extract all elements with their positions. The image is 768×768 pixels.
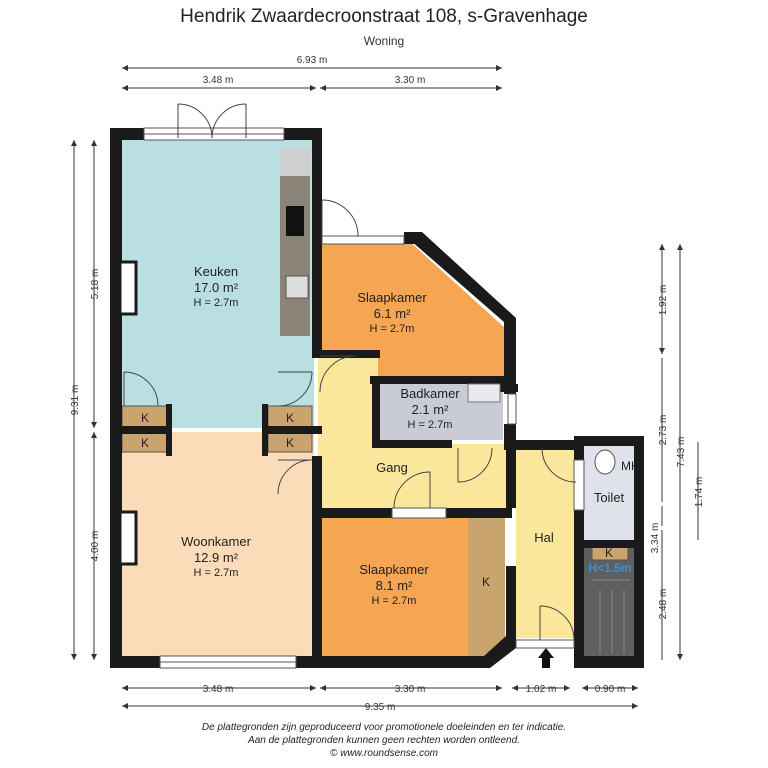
dim-top-right: 3.30 m [394,75,426,86]
toilet-name: Toilet [593,490,625,505]
dim-right-3: 7.43 m [676,436,687,468]
low-height-label: H<1.5m [588,561,632,575]
woonkamer-height: H = 2.7m [193,567,239,579]
dim-left-total: 9.31 m [70,384,81,416]
sink-icon [286,276,308,298]
dim-right-4: 1.74 m [694,476,705,508]
dim-right-1: 1.92 m [658,284,669,316]
toilet-icon [595,450,615,474]
badkamer-area: 2.1 m² [411,402,449,417]
slaapkamer1-height: H = 2.7m [369,323,415,335]
k-label-5: K [481,575,491,589]
mk-label: MK [621,459,639,473]
dim-right-5: 3.34 m [650,522,661,554]
k-label-4: K [285,436,295,450]
badkamer-height: H = 2.7m [407,419,453,431]
page-title: Hendrik Zwaardecroonstraat 108, s-Gravenhage [180,6,588,27]
kitchen-counter-top [280,148,310,176]
footer-disclaimer-2: Aan de plattegronden kunnen geen rechten worden ontleend. [248,735,520,746]
dim-right-2: 2.73 m [658,414,669,446]
footer-copyright: © www.roundsense.com [330,748,438,759]
slaapkamer1-name: Slaapkamer [357,290,427,305]
dim-bottom-mid: 3.30 m [394,684,426,695]
k-label-3: K [285,411,295,425]
dim-bottom-hal: 1.02 m [525,684,557,695]
woonkamer-name: Woonkamer [181,534,251,549]
kitchen-counter [280,148,310,336]
dim-bottom-total: 9.35 m [364,702,396,713]
dim-left-upper: 5.18 m [90,268,101,300]
woonkamer-area: 12.9 m² [193,550,239,565]
page-subtitle: Woning [363,34,405,48]
cooktop-icon [286,206,304,236]
slaapkamer1-area: 6.1 m² [373,306,411,321]
dim-left-lower: 4.00 m [90,530,101,562]
entrance-arrow-icon [538,648,554,668]
badkamer-name: Badkamer [400,386,460,401]
keuken-height: H = 2.7m [193,297,239,309]
dim-top-total: 6.93 m [296,55,328,66]
keuken-area: 17.0 m² [193,280,239,295]
keuken-name: Keuken [193,264,239,279]
footer-disclaimer-1: De plattegronden zijn geproduceerd voor promotionele doeleinden en ter indicatie. [201,722,567,733]
dim-bottom-toilet: 0.90 m [594,684,626,695]
gang-name: Gang [376,460,408,475]
slaapkamer2-area: 8.1 m² [375,578,413,593]
dim-top-left: 3.48 m [202,75,234,86]
k-label-1: K [140,411,150,425]
dim-right-6: 2.48 m [658,588,669,620]
dim-bottom-left: 3.48 m [202,684,234,695]
slaapkamer2-name: Slaapkamer [359,562,429,577]
shower-icon [468,384,500,402]
k-label-6: K [604,546,614,560]
slaapkamer2-height: H = 2.7m [371,595,417,607]
hal-name: Hal [534,530,554,545]
k-label-2: K [140,436,150,450]
